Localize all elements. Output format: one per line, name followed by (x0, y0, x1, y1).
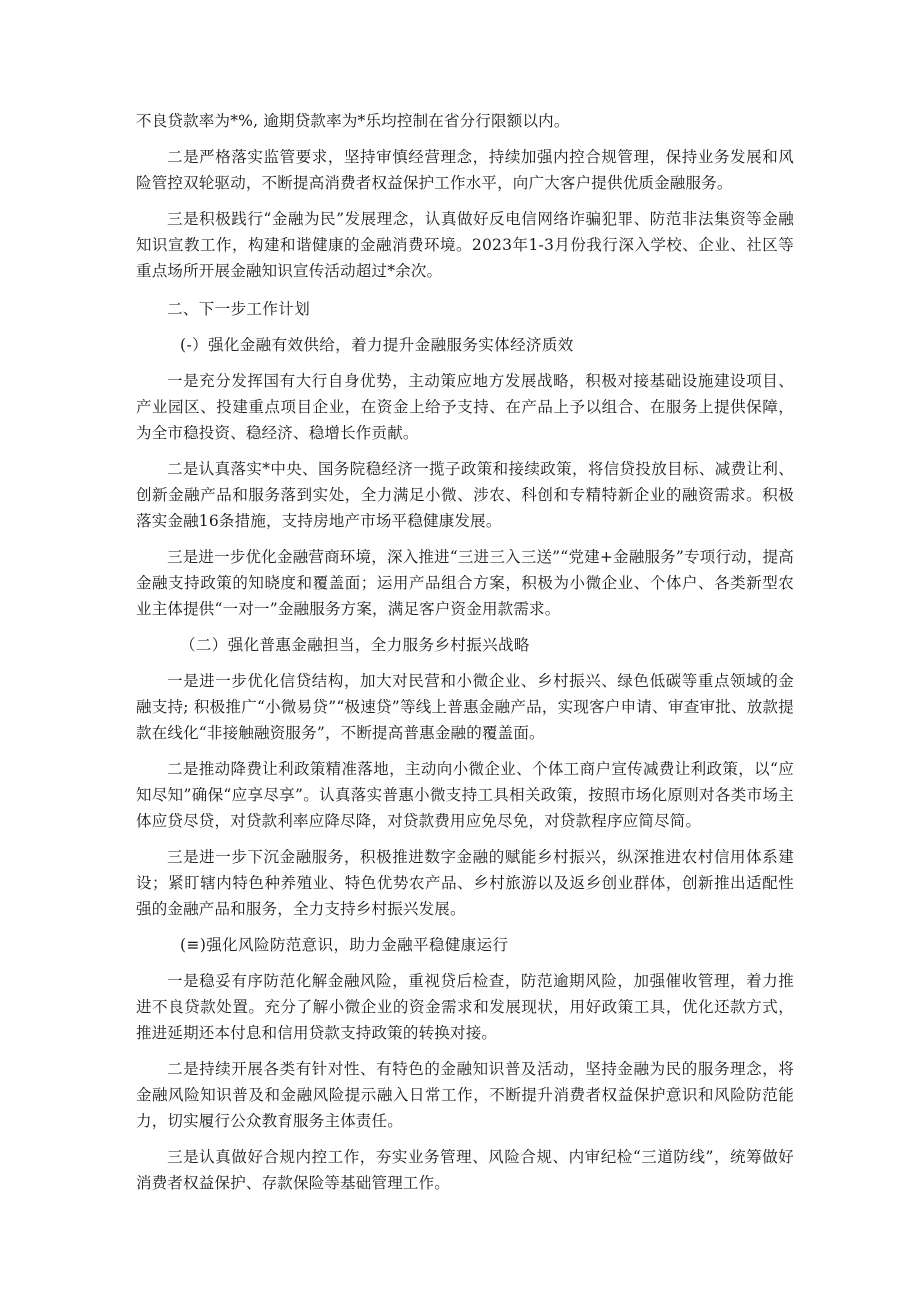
subsection-heading-2: （二）强化普惠金融担当，全力服务乡村振兴战略 (180, 636, 530, 654)
paragraph-regulation: 二是严格落实监管要求，坚持审慎经营理念，持续加强内控合规管理，保持业务发展和风险管控双轮驱动，不断提高消费者权益保护工作水平，向广大客户提供优质金融服务。 (136, 148, 794, 192)
paragraph-3-1: 一是稳妥有序防范化解金融风险，重视贷后检查，防范逾期风险，加强催收管理，着力推进不良贷款处置。充分了解小微企业的资金需求和发展现状，用好政策工具，优化还款方式，推进延期还本付息和信用贷款支持政策的转换对接。 (136, 972, 794, 1042)
subsection-heading-3: (≡)强化风险防范意识，助力金融平稳健康运行 (180, 936, 509, 954)
paragraph-1-2: 二是认真落实*中央、国务院稳经济一揽子政策和接续政策，将信贷投放目标、减费让利、创新金融产品和服务落到实处，全力满足小微、涉农、科创和专精特新企业的融资需求。积极落实金融16条措施，支持房地产市场平稳健康发展。 (136, 460, 794, 530)
paragraph-2-1: 一是进一步优化信贷结构，加大对民营和小微企业、乡村振兴、绿色低碳等重点领域的金融支持; 积极推广“小微易贷”“极速贷”等线上普惠金融产品，实现客户申请、审查审批、放款提款在线化“非接触融资服务”，不断提高普惠金融的覆盖面。 (136, 672, 794, 742)
section-heading-next-plan: 二、下一步工作计划 (167, 300, 311, 318)
paragraph-1-1: 一是充分发挥国有大行自身优势，主动策应地方发展战略，积极对接基础设施建设项目、产业园区、投建重点项目企业，在资金上给予支持、在产品上予以组合、在服务上提供保障，为全市稳投资、稳经济、稳增长作贡献。 (136, 372, 794, 442)
paragraph-3-2: 二是持续开展各类有针对性、有特色的金融知识普及活动，坚持金融为民的服务理念，将金融风险知识普及和金融风险提示融入日常工作，不断提升消费者权益保护意识和风险防范能力，切实履行公众教育服务主体责任。 (136, 1060, 794, 1130)
paragraph-2-3: 三是进一步下沉金融服务，积极推进数字金融的赋能乡村振兴，纵深推进农村信用体系建设；紧盯辖内特色种养殖业、特色优势农产品、乡村旅游以及返乡创业群体，创新推出适配性强的金融产品和服务，全力支持乡村振兴发展。 (136, 848, 794, 918)
paragraph-2-2: 二是推动降费让利政策精准落地，主动向小微企业、个体工商户宣传减费让利政策，以“应知尽知”确保“应享尽享”。认真落实普惠小微支持工具相关政策，按照市场化原则对各类市场主体应贷尽贷，对贷款利率应降尽降，对贷款费用应免尽免，对贷款程序应简尽简。 (136, 760, 794, 830)
paragraph-finance-for-people: 三是积极践行“金融为民”发展理念，认真做好反电信网络诈骗犯罪、防范非法集资等金融知识宣教工作，构建和谐健康的金融消费环境。2023年1-3月份我行深入学校、企业、社区等重点场所开展金融知识宣传活动超过*余次。 (136, 210, 794, 280)
document-page (136, 108, 794, 1196)
paragraph-loan-rate: 不良贷款率为*%, 逾期贷款率为*乐均控制在省分行限额以内。 (136, 112, 570, 130)
paragraph-3-3: 三是认真做好合规内控工作，夯实业务管理、风险合规、内审纪检“三道防线”，统筹做好消费者权益保护、存款保险等基础管理工作。 (136, 1148, 794, 1192)
subsection-heading-1: (-）强化金融有效供给，着力提升金融服务实体经济质效 (180, 336, 574, 354)
paragraph-1-3: 三是进一步优化金融营商环境，深入推进“三进三入三送”“党建+金融服务”专项行动，提高金融支持政策的知晓度和覆盖面；运用产品组合方案，积极为小微企业、个体户、各类新型农业主体提供“一对一”金融服务方案，满足客户资金用款需求。 (136, 548, 794, 618)
